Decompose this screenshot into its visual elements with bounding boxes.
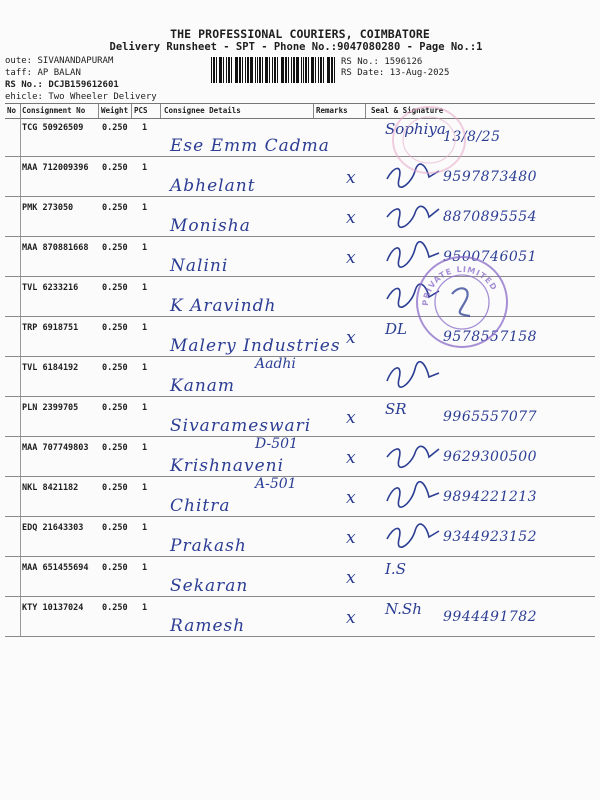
barcode (211, 57, 337, 83)
weight: 0.250 (102, 483, 128, 493)
consignment-no: MAA 651455694 (22, 563, 89, 573)
consignee-name: Ramesh (170, 616, 246, 636)
table-row (5, 517, 595, 557)
consignee-name: Kanam (170, 376, 236, 396)
pcs: 1 (142, 323, 148, 333)
remark-mark: x (346, 568, 356, 588)
consignment-no: TRP 6918751 (22, 323, 79, 333)
remark-mark: x (346, 528, 356, 548)
consignee-name: Chitra (170, 496, 231, 516)
pcs: 1 (142, 123, 148, 133)
table-row (5, 157, 595, 197)
weight: 0.250 (102, 403, 128, 413)
barcode-bars (211, 57, 335, 83)
signature-note: 9894221213 (443, 489, 538, 505)
remark-mark: x (346, 408, 356, 428)
remark-mark: x (346, 208, 356, 228)
svg-text:PRIVATE LIMITED (421, 265, 499, 306)
signature: I.S (385, 560, 406, 578)
signature-note: 9578557158 (443, 329, 538, 345)
pcs: 1 (142, 483, 148, 493)
col-remarks: Remarks (316, 106, 348, 115)
signature-note: 8870895554 (443, 209, 538, 225)
signature-scribble (383, 201, 443, 229)
table-row (5, 357, 595, 397)
consignment-no: TVL 6233216 (22, 283, 79, 293)
consignee-name: Prakash (170, 536, 247, 556)
signature-stroke (387, 482, 439, 507)
signature-stroke (387, 524, 439, 547)
col-weight: Weight (101, 106, 129, 115)
weight: 0.250 (102, 283, 128, 293)
signature: DL (385, 320, 407, 338)
table-row (5, 117, 595, 157)
consignee-name: Ese Emm Cadma (170, 136, 330, 156)
signature-note: 9597873480 (443, 169, 538, 185)
company-seal-stamp (414, 254, 510, 350)
column-divider (131, 104, 132, 118)
signature-stroke (387, 446, 439, 467)
consignment-no: MAA 870881668 (22, 243, 89, 253)
consignee-name: Sivarameswari (170, 416, 312, 436)
remark-mark: x (346, 328, 356, 348)
consignment-no: TCG 50926509 (22, 123, 84, 133)
consignee-name: Monisha (170, 216, 251, 236)
signature-stroke (387, 206, 439, 227)
weight: 0.250 (102, 363, 128, 373)
col-no: No (7, 106, 17, 115)
rs-date: RS Date: 13-Aug-2025 (341, 68, 450, 78)
column-divider (98, 104, 99, 118)
consignment-no: TVL 6184192 (22, 363, 79, 373)
signature-scribble (383, 521, 443, 549)
pcs: 1 (142, 523, 148, 533)
weight: 0.250 (102, 443, 128, 453)
consignment-no: MAA 712009396 (22, 163, 89, 173)
weight: 0.250 (102, 123, 128, 133)
consignee-name: Nalini (170, 256, 229, 276)
consignment-no: PMK 273050 (22, 203, 74, 213)
table-row (5, 437, 595, 477)
vehicle-label: ehicle: Two Wheeler Delivery (5, 92, 157, 102)
signature: Sophiya (385, 120, 446, 138)
route-label: oute: SIVANANDAPURAM (5, 56, 114, 66)
consignment-no: NKL 8421182 (22, 483, 79, 493)
remark-mark: x (346, 448, 356, 468)
weight: 0.250 (102, 243, 128, 253)
pcs: 1 (142, 603, 148, 613)
weight: 0.250 (102, 163, 128, 173)
column-divider (160, 104, 161, 118)
signature-note: 9344923152 (443, 529, 538, 545)
consignee-name: Sekaran (170, 576, 249, 596)
column-divider (313, 104, 314, 118)
remark-mark: x (346, 248, 356, 268)
table-body (5, 117, 595, 637)
col-consignee-details: Consignee Details (164, 106, 241, 115)
remark-mark: x (346, 168, 356, 188)
rs-code-label: RS No.: DCJB159612601 (5, 80, 119, 90)
column-divider (365, 104, 366, 118)
pcs: 1 (142, 203, 148, 213)
consignee-name: K Aravindh (170, 296, 277, 316)
signature-scribble (383, 441, 443, 469)
weight: 0.250 (102, 563, 128, 573)
pcs: 1 (142, 443, 148, 453)
remark-mark: x (346, 608, 356, 628)
consignment-no: EDQ 21643303 (22, 523, 84, 533)
consignee-note: Aadhi (255, 356, 296, 372)
signature: N.Sh (385, 600, 422, 618)
column-divider (20, 104, 21, 118)
faded-seal-stamp (390, 104, 468, 176)
consignee-name: Krishnaveni (170, 456, 285, 476)
pcs: 1 (142, 403, 148, 413)
table-row (5, 557, 595, 597)
remark-mark: x (346, 488, 356, 508)
runsheet-subtitle: Delivery Runsheet - SPT - Phone No.:9047080280 - Page No.:1 (109, 41, 483, 53)
signature-scribble (383, 361, 443, 389)
weight: 0.250 (102, 203, 128, 213)
pcs: 1 (142, 363, 148, 373)
staff-label: taff: AP BALAN (5, 68, 81, 78)
company-title: THE PROFESSIONAL COURIERS, COIMBATORE (170, 27, 430, 41)
pcs: 1 (142, 163, 148, 173)
weight: 0.250 (102, 603, 128, 613)
signature-stroke (387, 362, 439, 387)
table-row (5, 597, 595, 637)
col-consignment-no: Consignment No (22, 106, 86, 115)
table-row (5, 397, 595, 437)
consignment-no: MAA 707749803 (22, 443, 89, 453)
signature-note: 9944491782 (443, 609, 538, 625)
signature-note: 9500746051 (443, 249, 538, 265)
consignee-name: Malery Industries (170, 336, 341, 356)
consignment-no: PLN 2399705 (22, 403, 79, 413)
rs-number: RS No.: 1596126 (341, 57, 423, 67)
consignee-name: Abhelant (170, 176, 256, 196)
weight: 0.250 (102, 323, 128, 333)
table-row (5, 197, 595, 237)
signature-scribble (383, 481, 443, 509)
signature-note: 13/8/25 (443, 129, 501, 145)
pcs: 1 (142, 283, 148, 293)
signature-note: 9965557077 (443, 409, 538, 425)
weight: 0.250 (102, 523, 128, 533)
signature-note: 9629300500 (443, 449, 538, 465)
col-pcs: PCS (134, 106, 148, 115)
stamp-text: PRIVATE LIMITED (420, 264, 499, 307)
pcs: 1 (142, 563, 148, 573)
consignment-no: KTY 10137024 (22, 603, 84, 613)
col-seal-signature: Seal & Signature (371, 106, 444, 115)
consignee-note: A-501 (255, 476, 297, 492)
consignee-note: D-501 (255, 436, 298, 452)
pcs: 1 (142, 243, 148, 253)
table-row (5, 477, 595, 517)
signature: SR (385, 400, 407, 418)
stamp-signature-scribble (452, 288, 470, 316)
